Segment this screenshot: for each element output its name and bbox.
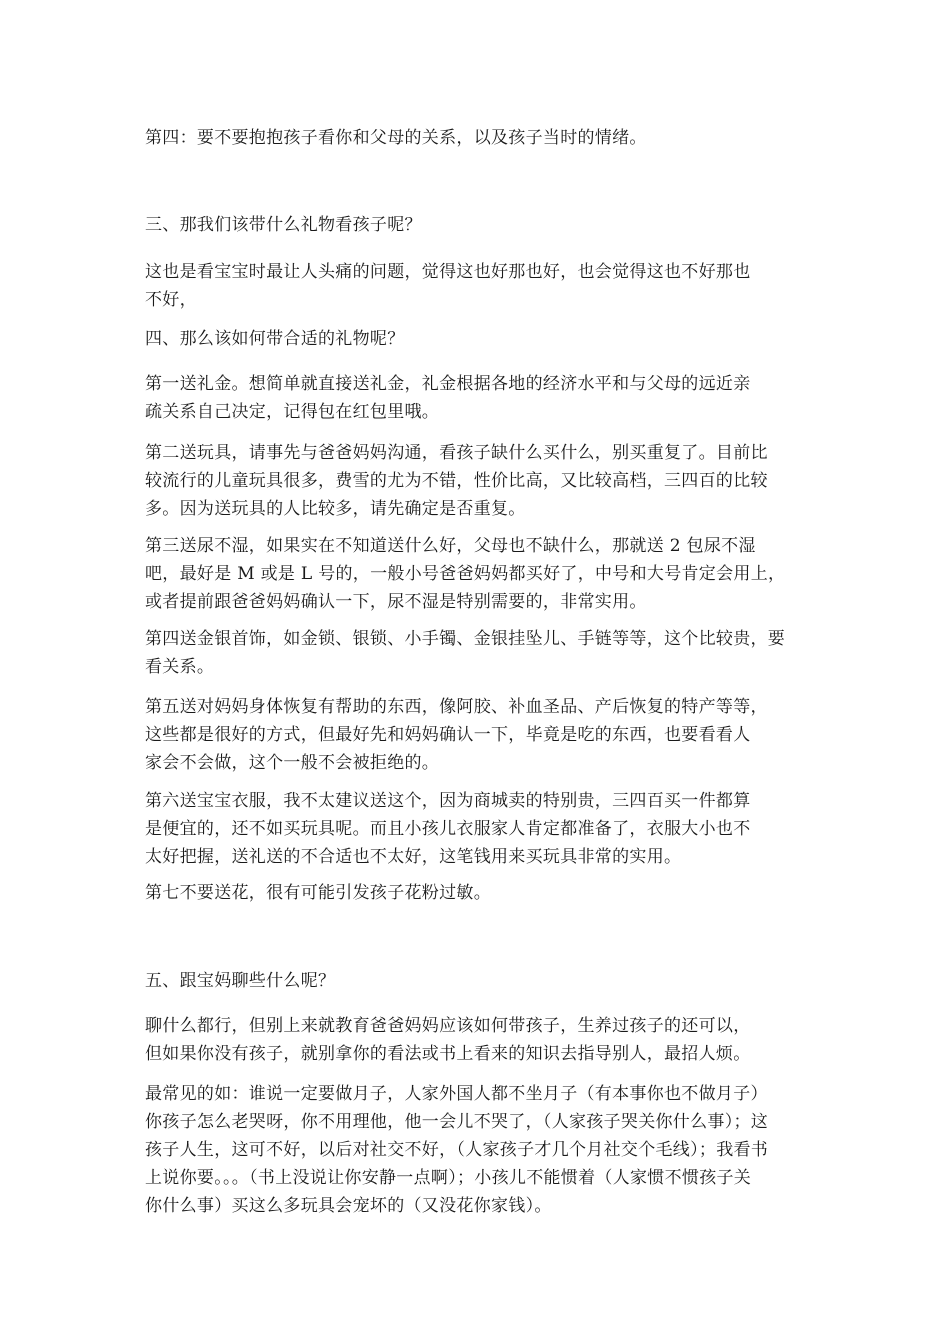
text-line: 你什么事）买这么多玩具会宠坏的（又没花你家钱）。 (145, 1196, 552, 1216)
text-line: 或者提前跟爸爸妈妈确认一下，尿不湿是特别需要的，非常实用。 (145, 592, 647, 612)
paragraph-section4-hug (145, 124, 810, 152)
text-line: 最常见的如：谁说一定要做月子，人家外国人都不坐月子（有本事你也不做月子） (145, 1084, 768, 1104)
paragraph-common-examples (145, 1080, 810, 1220)
text-line: 吧，最好是 M 或是 L 号的，一般小号爸爸妈妈都买好了，中号和大号肯定会用上， (145, 564, 786, 584)
text-line: 这些都是很好的方式，但最好先和妈妈确认一下，毕竟是吃的东西，也要看看人 (145, 725, 751, 745)
text-line: 太好把握，送礼送的不合适也不太好，这笔钱用来买玩具非常的实用。 (145, 847, 682, 867)
text-line: 第五送对妈妈身体恢复有帮助的东西，像阿胶、补血圣品、产后恢复的特产等等， (145, 697, 768, 717)
paragraph-chat-advice (145, 1012, 810, 1068)
text-line: 第六送宝宝衣服，我不太建议送这个，因为商城卖的特别贵，三四百买一件都算 (145, 791, 751, 811)
paragraph-gift-problem (145, 258, 810, 314)
paragraph-no-flowers (145, 879, 810, 907)
paragraph-gift-toys (145, 439, 810, 523)
paragraph-gift-health (145, 693, 810, 777)
text-line: 但如果你没有孩子，就别拿你的看法或书上看来的知识去指导别人，最招人烦。 (145, 1044, 751, 1064)
text-line: 第一送礼金。想简单就直接送礼金，礼金根据各地的经济水平和与父母的远近亲 (145, 374, 751, 394)
text-line: 较流行的儿童玩具很多，费雪的尤为不错，性价比高，又比较高档，三四百的比较 (145, 471, 768, 491)
text-line: 孩子人生，这可不好，以后对社交不好，（人家孩子才几个月社交个毛线）；我看书 (145, 1140, 769, 1160)
paragraph-gift-clothes (145, 787, 810, 871)
text-line: 家会不会做，这个一般不会被拒绝的。 (145, 753, 440, 773)
text-line: 上说你要。。。（书上没说让你安静一点啊）；小孩儿不能惯着（人家惯不惯孩子关 (145, 1168, 752, 1188)
heading-text: 三、那我们该带什么礼物看孩子呢？ (145, 215, 422, 235)
text-line: 你孩子怎么老哭呀，你不用理他，他一会儿不哭了，（人家孩子哭关你什么事）；这 (145, 1112, 769, 1132)
heading-section5 (145, 967, 810, 995)
text-line: 聊什么都行，但别上来就教育爸爸妈妈应该如何带孩子，生养过孩子的还可以， (145, 1016, 751, 1036)
text-line: 疏关系自己决定，记得包在红包里哦。 (145, 402, 440, 422)
heading-section3 (145, 211, 810, 239)
text-line: 不好， (145, 290, 197, 310)
text-line: 第二送玩具，请事先与爸爸妈妈沟通，看孩子缺什么买什么，别买重复了。目前比 (145, 443, 768, 463)
paragraph-gift-money (145, 370, 810, 426)
heading-section4 (145, 325, 810, 353)
text-line: 第四送金银首饰，如金锁、银锁、小手镯、金银挂坠儿、手链等等，这个比较贵，要 (145, 629, 786, 649)
heading-text: 五、跟宝妈聊些什么呢？ (145, 971, 336, 991)
text-line: 第三送尿不湿，如果实在不知道送什么好，父母也不缺什么，那就送 2 包尿不湿 (145, 536, 756, 556)
paragraph-gift-jewelry (145, 625, 810, 681)
text-line: 第七不要送花，很有可能引发孩子花粉过敏。 (145, 883, 491, 903)
text-line: 是便宜的，还不如买玩具呢。而且小孩儿衣服家人肯定都准备了，衣服大小也不 (145, 819, 751, 839)
text-line: 多。因为送玩具的人比较多，请先确定是否重复。 (145, 499, 526, 519)
text-line: 第四：要不要抱抱孩子看你和父母的关系，以及孩子当时的情绪。 (145, 128, 647, 148)
text-line: 这也是看宝宝时最让人头痛的问题，觉得这也好那也好，也会觉得这也不好那也 (145, 262, 751, 282)
heading-text: 四、那么该如何带合适的礼物呢？ (145, 329, 405, 349)
paragraph-gift-diapers (145, 532, 810, 616)
text-line: 看关系。 (145, 657, 215, 677)
